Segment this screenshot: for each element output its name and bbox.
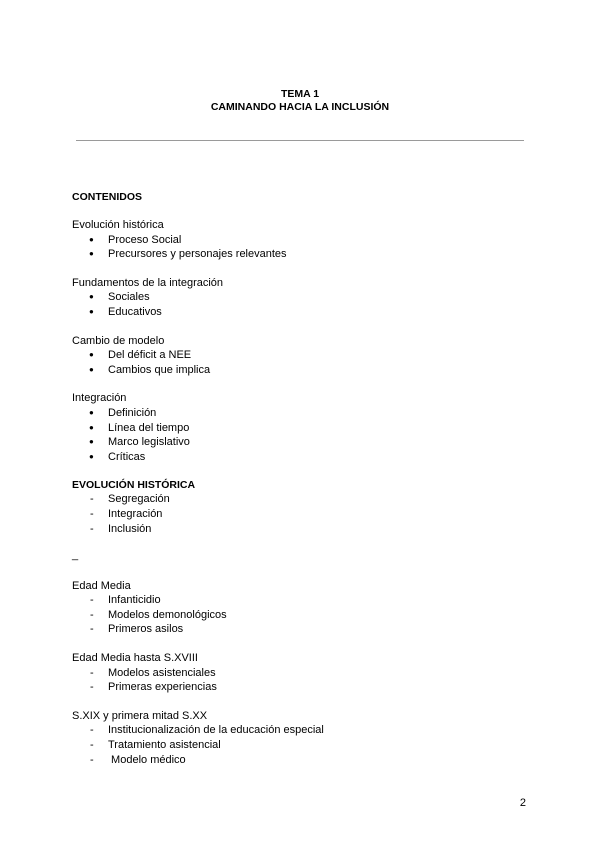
page-number: 2	[519, 797, 526, 809]
contents-section-list	[72, 348, 542, 377]
document-header	[0, 88, 600, 114]
header-topic-number: TEMA 1	[280, 88, 320, 100]
list-item: ● Marco legislativo	[72, 435, 542, 450]
list-item: ● Sociales	[72, 290, 542, 305]
list-item: - Segregación	[72, 492, 542, 507]
list-item: ● Precursores y personajes relevantes	[72, 247, 542, 262]
contents-section-label: Integración	[72, 392, 127, 405]
list-item: - Primeros asilos	[72, 622, 542, 637]
list-item: ● Cambios que implica	[72, 363, 542, 378]
contents-section-list	[72, 406, 542, 464]
contents-section-label: Fundamentos de la integración	[72, 276, 224, 289]
contents-section-list	[72, 290, 542, 319]
list-item: - Institucionalización de la educación especial	[72, 723, 542, 738]
contents-section-list	[72, 233, 542, 262]
list-item: - Modelos asistenciales	[72, 666, 542, 681]
period-list	[72, 723, 542, 767]
list-item: - Integración	[72, 507, 542, 522]
period-label: Edad Media	[72, 579, 131, 592]
period-label: S.XIX y primera mitad S.XX	[72, 709, 208, 722]
list-item: ● Educativos	[72, 305, 542, 320]
list-item: ● Proceso Social	[72, 233, 542, 248]
history-list	[72, 492, 542, 536]
horizontal-rule	[76, 140, 524, 141]
period-label: Edad Media hasta S.XVIII	[72, 652, 198, 665]
list-item: ● Críticas	[72, 450, 542, 465]
history-heading: EVOLUCIÓN HISTÓRICA	[72, 479, 196, 492]
list-item: - Primeras experiencias	[72, 680, 542, 695]
list-item: - Tratamiento asistencial	[72, 738, 542, 753]
list-item: - Inclusión	[72, 522, 542, 537]
period-list	[72, 593, 542, 637]
period-list	[72, 666, 542, 695]
contents-section-label: Cambio de modelo	[72, 334, 165, 347]
document-body	[72, 190, 542, 767]
header-topic-title: CAMINANDO HACIA LA INCLUSIÓN	[210, 101, 390, 113]
contents-section-label: Evolución histórica	[72, 219, 164, 231]
list-item: - Modelos demonológicos	[72, 608, 542, 623]
list-item: - Infanticidio	[72, 593, 542, 608]
list-item: ● Línea del tiempo	[72, 421, 542, 436]
separator-mark: _	[72, 549, 79, 562]
contents-heading: CONTENIDOS	[72, 191, 143, 203]
list-item: - Modelo médico	[72, 753, 542, 768]
list-item: ● Definición	[72, 406, 542, 421]
list-item: ● Del déficit a NEE	[72, 348, 542, 363]
